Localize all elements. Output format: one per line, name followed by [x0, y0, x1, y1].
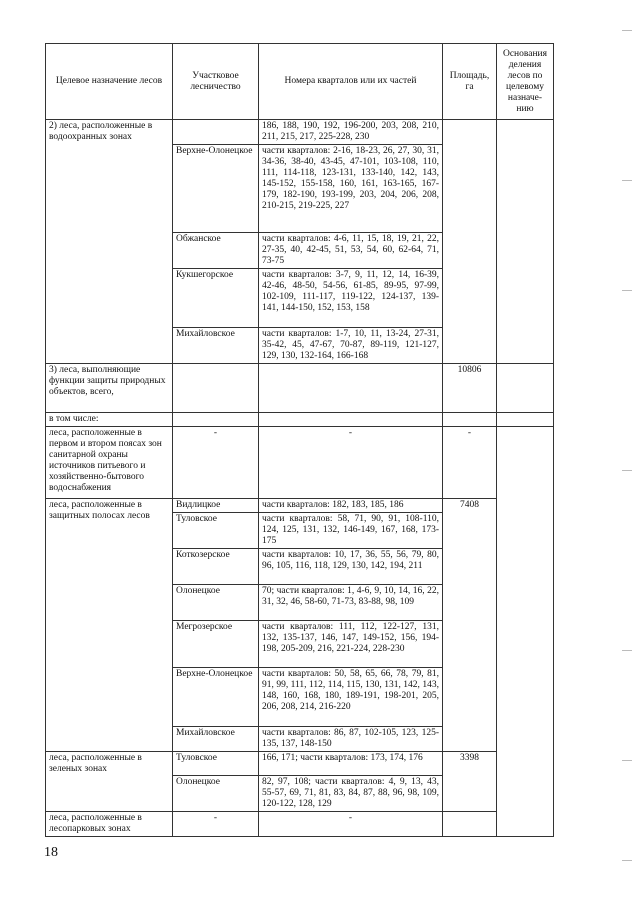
purpose-cell: 2) леса, расположенные в водоохранных зонах — [46, 120, 173, 364]
basis-cell — [497, 120, 554, 364]
district-cell — [173, 364, 259, 413]
purpose-cell: леса, расположенные в лесопарковых зонах — [46, 812, 173, 837]
header-area: Площадь, га — [443, 44, 497, 120]
quarters-cell: части кварталов: 10, 17, 36, 55, 56, 79, 80, 96, 105, 116, 118, 129, 130, 142, 194, 211 — [259, 549, 443, 585]
district-cell: Олонецкое — [173, 585, 259, 621]
district-cell: Михайловское — [173, 328, 259, 364]
quarters-cell: 70; части кварталов: 1, 4-6, 9, 10, 14, 16, 22, 31, 32, 46, 58-60, 71-73, 83-88, 98, 109 — [259, 585, 443, 621]
quarters-cell: части кварталов: 58, 71, 90, 91, 108-110, 124, 125, 131, 132, 146-149, 167, 168, 173-175 — [259, 513, 443, 549]
scan-mark — [622, 650, 632, 651]
table-row — [46, 812, 554, 837]
basis-cell — [497, 364, 554, 413]
area-cell — [443, 812, 497, 837]
page-number: 18 — [44, 845, 58, 860]
table-header-row — [46, 44, 554, 120]
district-cell: Кукшегорское — [173, 269, 259, 328]
quarters-cell: части кварталов: 1-7, 10, 11, 13-24, 27-31, 35-42, 45, 47-67, 70-87, 89-119, 121-127, 129, 130, 132-164, 166-168 — [259, 328, 443, 364]
district-cell: Мегрозерское — [173, 621, 259, 668]
table-row — [46, 499, 554, 513]
scan-mark — [622, 290, 632, 291]
table-row — [46, 364, 554, 413]
scan-mark — [622, 30, 632, 31]
header-purpose: Целевое назначение лесов — [46, 44, 173, 120]
district-cell: Михайловское — [173, 727, 259, 752]
district-cell: Верхне-Олонецкое — [173, 668, 259, 727]
basis-cell — [497, 413, 554, 427]
quarters-cell: части кварталов: 4-6, 11, 15, 18, 19, 21, 22, 27-35, 40, 42-45, 51, 53, 54, 60, 62-64, 71, 73-75 — [259, 233, 443, 269]
district-cell: Туловское — [173, 513, 259, 549]
district-cell: Туловское — [173, 752, 259, 776]
header-basis: Основания деления лесов по целевому назначе-нию — [497, 44, 554, 120]
purpose-cell: леса, расположенные в защитных полосах лесов — [46, 499, 173, 752]
district-cell: Верхне-Олонецкое — [173, 145, 259, 233]
table-row — [46, 752, 554, 776]
scan-mark — [622, 470, 632, 471]
area-cell: 7408 — [443, 499, 497, 752]
scan-mark — [622, 860, 632, 861]
district-cell: - — [173, 427, 259, 499]
district-cell: Обжанское — [173, 233, 259, 269]
table-row — [46, 120, 554, 145]
quarters-cell: части кварталов: 50, 58, 65, 66, 78, 79, 81, 91, 99, 111, 112, 114, 115, 130, 131, 142, 143, 148, 160, 168, 180, 189-191, 198-201, 205, 206, 208, 214, 216-220 — [259, 668, 443, 727]
quarters-cell: 166, 171; части кварталов: 173, 174, 176 — [259, 752, 443, 776]
scan-mark — [622, 180, 632, 181]
district-cell: - — [173, 812, 259, 837]
quarters-cell — [259, 364, 443, 413]
scan-mark — [622, 760, 632, 761]
area-cell: - — [443, 427, 497, 499]
district-cell: Видлицкое — [173, 499, 259, 513]
area-cell — [443, 120, 497, 364]
area-cell — [443, 413, 497, 427]
quarters-cell: части кварталов: 182, 183, 185, 186 — [259, 499, 443, 513]
area-cell: 10806 — [443, 364, 497, 413]
purpose-cell: 3) леса, выполняющие функции защиты природных объектов, всего, — [46, 364, 173, 413]
quarters-cell: - — [259, 812, 443, 837]
district-cell — [173, 413, 259, 427]
basis-cell — [497, 427, 554, 837]
district-cell: Коткозерское — [173, 549, 259, 585]
purpose-cell: леса, расположенные в зеленых зонах — [46, 752, 173, 812]
quarters-cell: части кварталов: 86, 87, 102-105, 123, 125-135, 137, 148-150 — [259, 727, 443, 752]
quarters-cell: - — [259, 427, 443, 499]
quarters-cell: части кварталов: 3-7, 9, 11, 12, 14, 16-39, 42-46, 48-50, 54-56, 61-85, 89-95, 97-99, 102-109, 111-117, 119-122, 124-137, 139-141, 144-150, 152, 153, 158 — [259, 269, 443, 328]
district-cell — [173, 120, 259, 145]
quarters-cell — [259, 413, 443, 427]
quarters-cell: части кварталов: 2-16, 18-23, 26, 27, 30, 31, 34-36, 38-40, 43-45, 47-101, 103-108, 110, 111, 114-118, 123-131, 133-140, 142, 143, 145-152, 155-158, 160, 161, 163-165, 167-179, 182-190, 193-199, 203, 204, 206, 208, 210-215, 219-225, 227 — [259, 145, 443, 233]
quarters-cell: 82, 97, 108; части кварталов: 4, 9, 13, 43, 55-57, 69, 71, 81, 83, 84, 87, 88, 96, 98, 109, 120-122, 128, 129 — [259, 776, 443, 812]
forest-purpose-table — [45, 43, 554, 837]
purpose-cell: в том числе: — [46, 413, 173, 427]
table-row — [46, 413, 554, 427]
header-district: Участковое лесничество — [173, 44, 259, 120]
district-cell: Олонецкое — [173, 776, 259, 812]
quarters-cell: части кварталов: 111, 112, 122-127, 131, 132, 135-137, 146, 147, 149-152, 156, 194-198, 205-209, 216, 221-224, 228-230 — [259, 621, 443, 668]
area-cell: 3398 — [443, 752, 497, 812]
table-row — [46, 427, 554, 499]
header-quarters: Номера кварталов или их частей — [259, 44, 443, 120]
purpose-cell: леса, расположенные в первом и втором поясах зон санитарной охраны источников питьевого и хозяйственно-бытового водоснабжения — [46, 427, 173, 499]
quarters-cell: 186, 188, 190, 192, 196-200, 203, 208, 210, 211, 215, 217, 225-228, 230 — [259, 120, 443, 145]
